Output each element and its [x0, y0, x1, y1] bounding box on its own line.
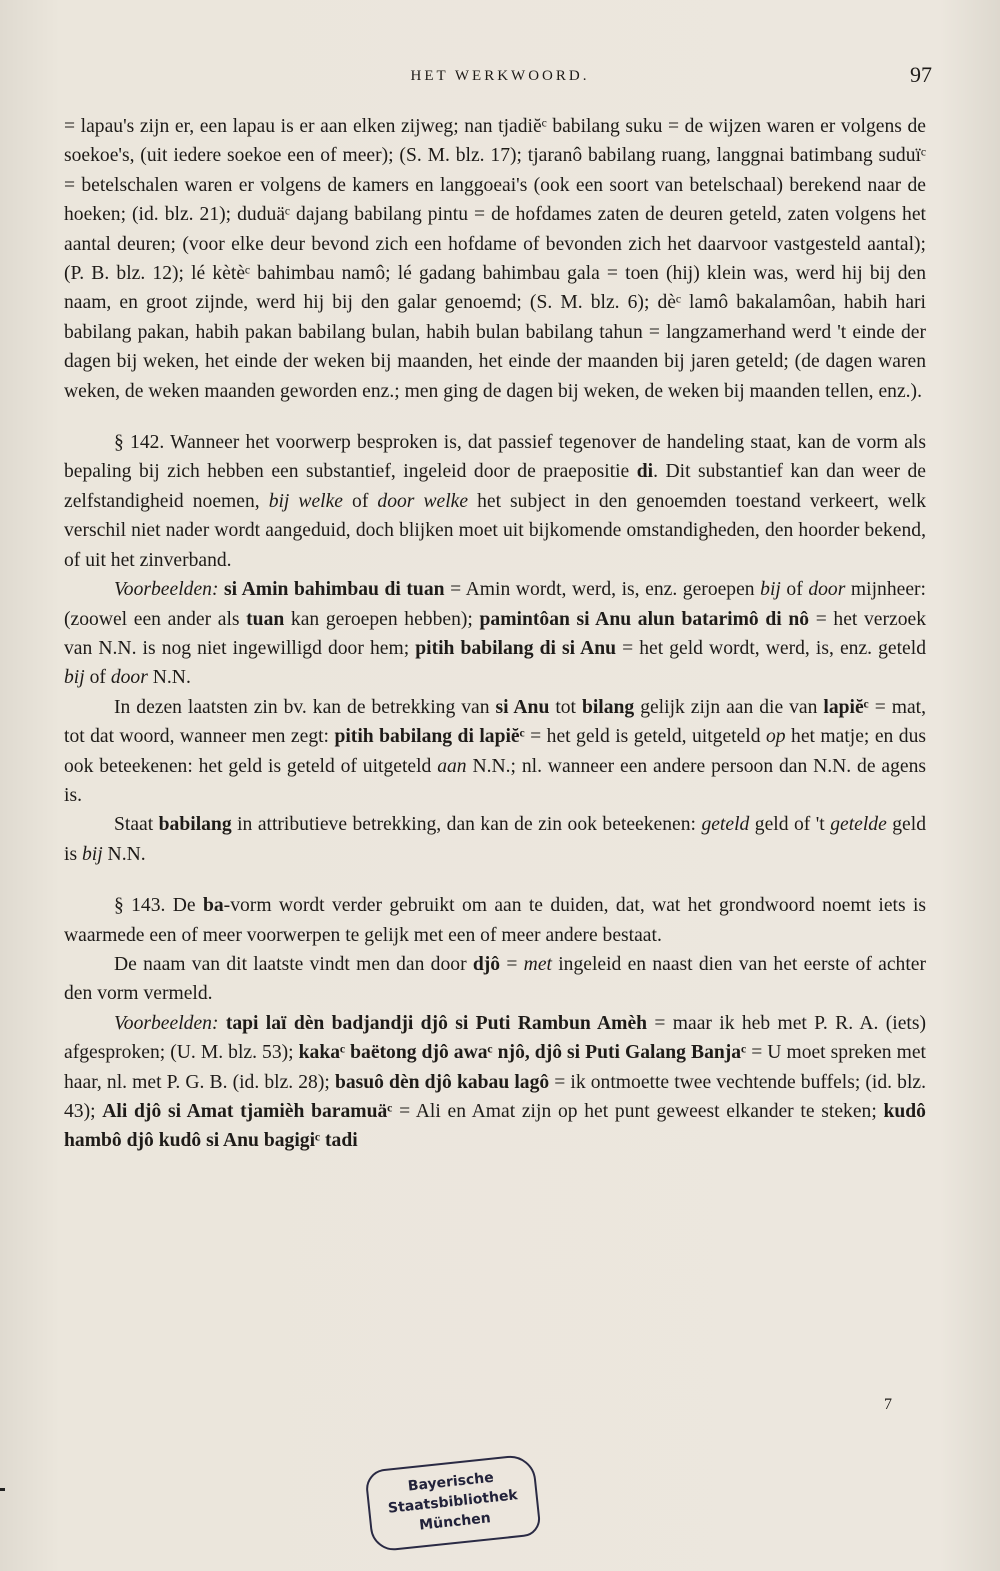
examples-label: Voorbeelden:	[114, 579, 219, 601]
examples-142: Voorbeelden: si Amin bahimbau di tuan = Amin wordt, werd, is, enz. geroepen bij of door mijnheer: (zoowel een ander als tuan kan geroepen hebben); pamintôan si Anu alun batarimô di nô = het verzoek van N.N. is nog niet ingewilligd door hem; pitih babilang di si Anu = het geld wordt, werd, is, enz. geteld bij of door N.N.	[64, 579, 926, 689]
paragraph-staat: Staat babilang in attributieve betrekking, dan kan de zin ook beteekenen: geteld geld of 't getelde geld is bij N.N.	[64, 814, 926, 865]
section-142: § 142. Wanneer het voorwerp besproken is, dat passief tegenover de handeling staat, kan de vorm als bepaling bij zich hebben een substantief, ingeleid door de praepositie di. Dit substantief kan dan weer de zelfstandigheid noemen, bij welke of door welke het subject in den genoemden toestand verkeert, welk verschil niet nader wordt aangeduid, doch blijken moet uit bijkomende omstandigheden, den hoorder bekend, of uit het zinverband.	[64, 432, 927, 571]
section-number: § 142.	[114, 432, 165, 454]
paragraph-de-naam: De naam van dit laatste vindt men dan door djô = met ingeleid en naast dien van het eerste of achter den vorm vermeld.	[64, 953, 926, 1005]
signature-mark: 7	[884, 1396, 892, 1413]
examples-label: Voorbeelden:	[114, 1012, 219, 1034]
stamp-line: Bayerische	[407, 1469, 495, 1495]
running-head	[0, 62, 1000, 92]
main-text	[64, 112, 926, 1156]
edge-mark	[0, 1488, 5, 1491]
examples-143: Voorbeelden: tapi laï dèn badjandji djô si Puti Rambun Amèh = maar ik heb met P. R. A. (iets) afgesproken; (U. M. blz. 53); kakaᶜ baëtong djô awaᶜ njô, djô si Puti Galang Banjaᶜ = U moet spreken met haar, nl. met P. G. B. (id. blz. 28); basuô dèn djô kabau lagô = ik ontmoette twee vechtende buffels; (id. blz. 43); Ali djô si Amat tjamièh baramuäᶜ = Ali en Amat zijn op het punt geweest elkander te steken; kudô hambô djô kudô si Anu bagigiᶜ tadi	[64, 1012, 926, 1152]
section-143: § 143. De ba-vorm wordt verder gebruikt om aan te duiden, dat, wat het grondwoord noemt iets is waarmede een of meer voorwerpen te gelijk met een of meer andere bestaat.	[64, 895, 927, 946]
paragraph-in-dezen: In dezen laatsten zin bv. kan de betrekking van si Anu tot bilang gelijk zijn aan die van lapiĕᶜ = mat, tot dat woord, wanneer men zegt: pitih babilang di lapiĕᶜ = het geld is geteld, uitgeteld op het matje; en dus ook beteekenen: het geld is geteld of uitgeteld aan N.N.; nl. wanneer een andere persoon dan N.N. de agens is.	[64, 696, 926, 806]
page-number: 97	[910, 62, 932, 87]
paragraph-examples-continued: = lapau's zijn er, een lapau is er aan elken zijweg; nan tjadiĕᶜ babilang suku = de wijzen waren er volgens de soekoe's, (uit iedere soekoe een of meer); (S. M. blz. 17); tjaranô babilang ruang, langgnai batimbang suduïᶜ = betelschalen waren er volgens de kamers en langgoeai's (ook een soort van betelschaal) berekend naar de hoeken; (id. blz. 21); duduäᶜ dajang babilang pintu = de hofdames zaten de deuren geteld, zaten volgens het aantal deuren; (voor elke deur bevond zich een hofdame of bevonden zich het daarvoor vastgesteld aantal); (P. B. blz. 12); lé kètèᶜ bahimbau namô; lé gadang bahimbau gala = toen (hij) klein was, werd hij bij den naam, en groot zijnde, werd hij bij den galar genoemd; (S. M. blz. 6); dèᶜ lamô bakalamôan, habih hari babilang pakan, habih pakan babilang bulan, habih bulan babilang tahun = langzamerhand werd 't einde der dagen bij weken, het einde der weken bij maanden, het einde der maanden bij jaren geteld; (de dagen waren weken, de weken maanden geworden enz.; men ging de dagen bij weken, de weken bij maanden tellen, enz.).	[64, 116, 926, 402]
running-title: HET WERKWOORD.	[410, 68, 590, 84]
library-stamp	[364, 1453, 542, 1552]
stamp-line: Staatsbibliothek	[387, 1487, 519, 1517]
section-number: § 143.	[114, 895, 166, 917]
stamp-line: München	[418, 1510, 492, 1534]
